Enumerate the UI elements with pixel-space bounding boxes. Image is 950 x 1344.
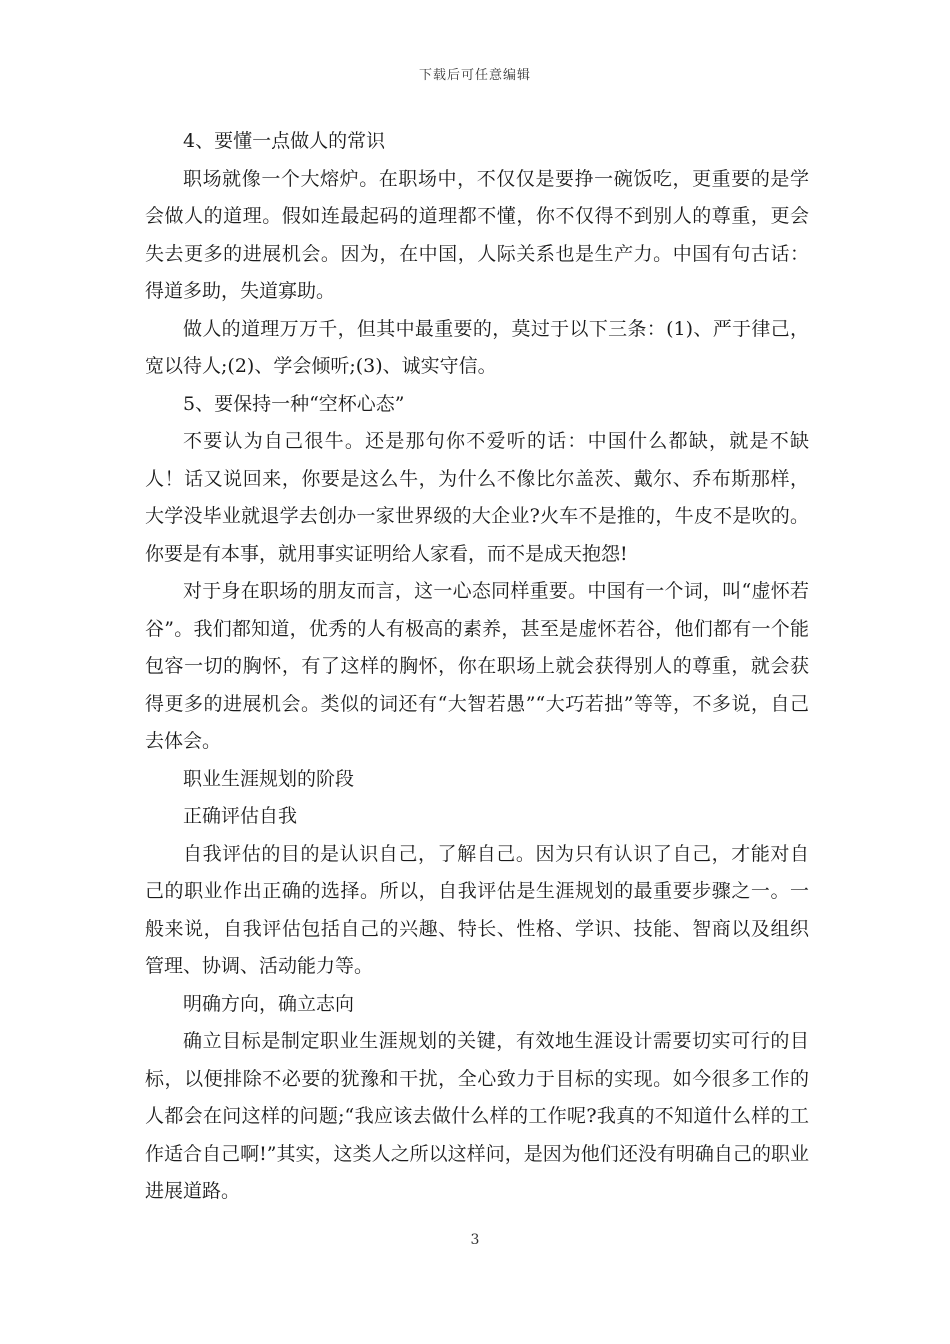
section-heading: 明确方向，确立志向 [183,992,355,1015]
section-heading: 职业生涯规划的阶段 [183,767,355,790]
document-body [145,123,809,1211]
body-paragraph: 对于身在职场的朋友而言，这一心态同样重要。中国有一个词，叫“虚怀若谷”。我们都知道，优秀的人有极高的素养，甚至是虚怀若谷，他们都有一个能包容一切的胸怀，有了这样的胸怀，你在职场上就会获得别人的尊重，就会获得更多的进展机会。类似的词还有“大智若愚”“大巧若拙”等等，不多说，自己去体会。 [145,580,809,752]
body-paragraph: 确立目标是制定职业生涯规划的关键，有效地生涯设计需要切实可行的目标，以便排除不必要的犹豫和干扰，全心致力于目标的实现。如今很多工作的人都会在问这样的问题;“我应该去做什么样的工作呢?我真的不知道什么样的工作适合自己啊!”其实，这类人之所以这样问，是因为他们还没有明确自己的职业进展道路。 [145,1030,809,1202]
section-heading: 5、要保持一种“空杯心态” [183,392,405,415]
body-paragraph: 不要认为自己很牛。还是那句你不爱听的话：中国什么都缺，就是不缺人！话又说回来，你要是这么牛，为什么不像比尔盖茨、戴尔、乔布斯那样，大学没毕业就退学去创办一家世界级的大企业?火车不是推的，牛皮不是吹的。你要是有本事，就用事实证明给人家看，而不是成天抱怨! [145,430,809,565]
page-number: 3 [470,1232,480,1248]
section-heading: 正确评估自我 [183,805,298,827]
page-header: 下载后可任意编辑 [418,68,531,83]
body-paragraph: 做人的道理万万千，但其中最重要的，莫过于以下三条：(1)、严于律己，宽以待人;(2)、学会倾听;(3)、诚实守信。 [145,317,809,377]
body-paragraph: 职场就像一个大熔炉。在职场中，不仅仅是要挣一碗饭吃，更重要的是学会做人的道理。假如连最起码的道理都不懂，你不仅得不到别人的尊重，更会失去更多的进展机会。因为，在中国，人际关系也是生产力。中国有句古话：得道多助，失道寡助。 [145,167,809,302]
section-heading: 4、要懂一点做人的常识 [183,130,386,152]
body-paragraph: 自我评估的目的是认识自己，了解自己。因为只有认识了自己，才能对自己的职业作出正确的选择。所以，自我评估是生涯规划的最重要步骤之一。一般来说，自我评估包括自己的兴趣、特长、性格、学识、技能、智商以及组织管理、协调、活动能力等。 [145,842,809,977]
